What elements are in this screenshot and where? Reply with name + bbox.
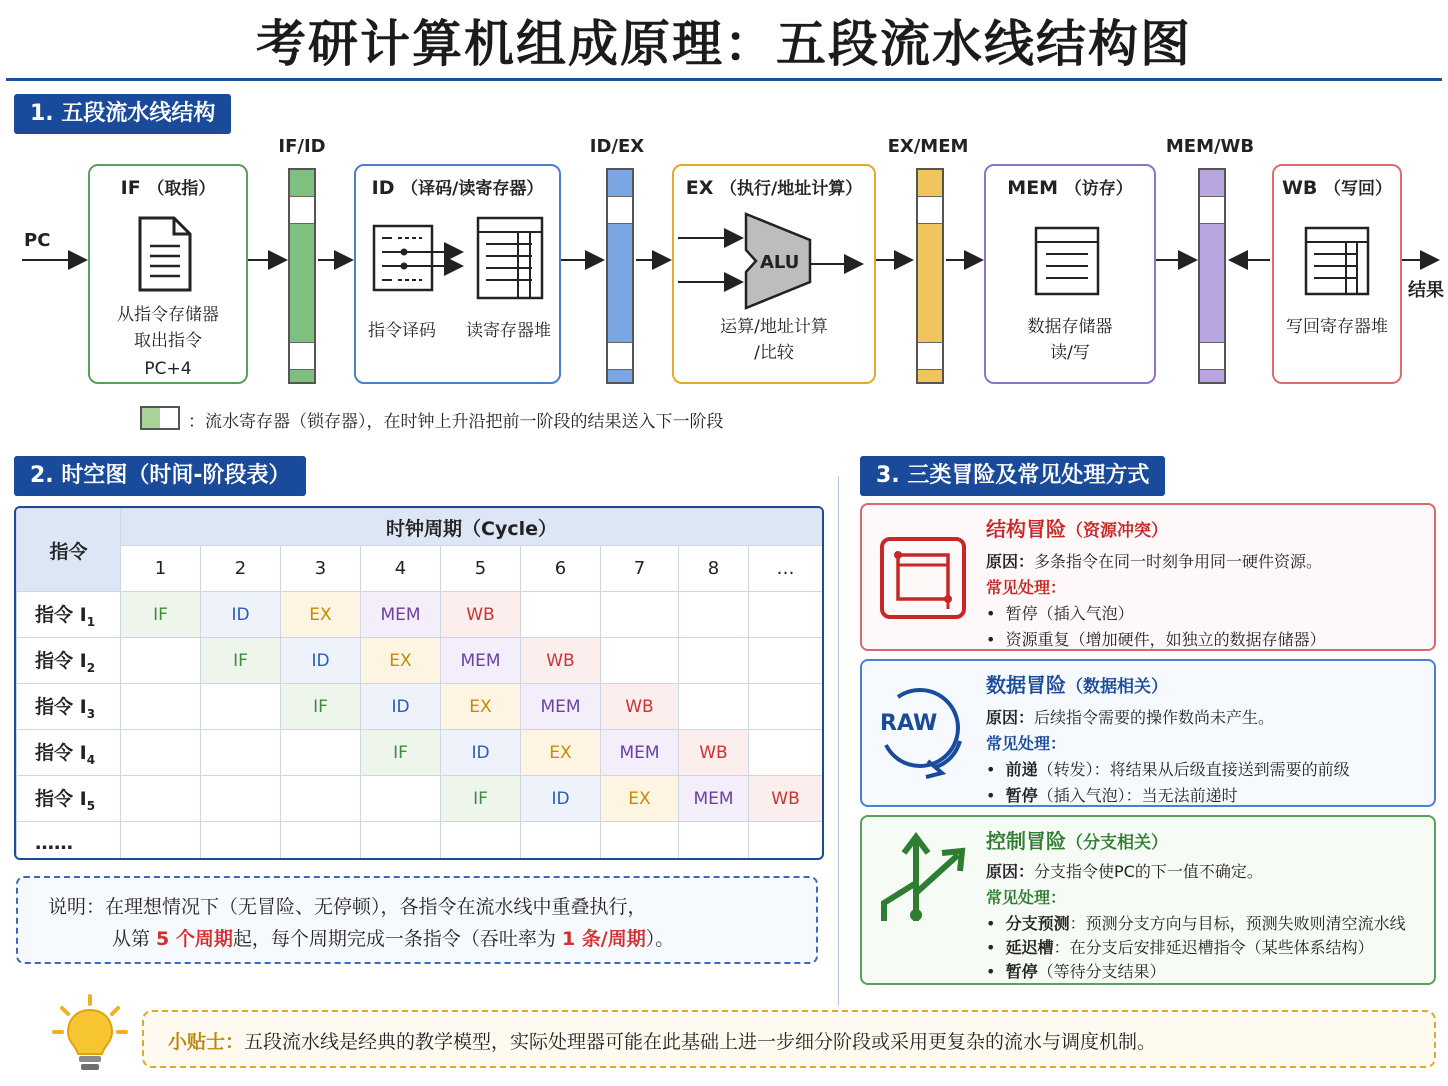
stage-ex-line2: /比较 [754, 343, 794, 363]
result-label: 结果 [1408, 280, 1444, 301]
stage-cell: EX [361, 638, 441, 684]
stage-cell: IF [281, 684, 361, 730]
cycle-header-cell: 4 [361, 546, 441, 592]
hazard-structural-title: 结构冒险（资源冲突） [986, 517, 1168, 541]
stage-cell [201, 776, 281, 822]
stage-cell: WB [601, 684, 679, 730]
ideal-note-line1: 说明：在理想情况下（无冒险、无停顿），各指令在流水线中重叠执行， [48, 896, 647, 918]
stage-cell: EX [521, 730, 601, 776]
hazard-data-title: 数据冒险（数据相关） [986, 673, 1168, 697]
stage-if-line1: 从指令存储器 [117, 305, 219, 325]
stage-ex [672, 164, 876, 384]
reg-label-if-id: IF/ID [278, 136, 326, 157]
stage-cell [361, 776, 441, 822]
stage-cell [121, 730, 201, 776]
stage-wb [1272, 164, 1402, 384]
stage-wb-line1: 写回寄存器堆 [1286, 317, 1388, 337]
branch-icon [876, 831, 976, 931]
title-divider [6, 78, 1442, 81]
row-label: 指令 $I_2$ [17, 638, 121, 684]
stage-cell [121, 638, 201, 684]
decoder-regfile-icon [370, 212, 552, 302]
resource-conflict-icon [878, 535, 970, 623]
pc-label: PC [24, 230, 51, 251]
stage-cell: EX [281, 592, 361, 638]
stage-cell: WB [441, 592, 521, 638]
clock-header: 时钟周期（Cycle） [121, 509, 823, 546]
row-label: 指令 $I_1$ [17, 592, 121, 638]
stage-cell: WB [749, 776, 823, 822]
stage-if [88, 164, 248, 384]
table-row [17, 592, 823, 638]
stage-cell: WB [521, 638, 601, 684]
hazard-data-bullet-1: • 前递（转发）：将结果从后级直接送到需要的前级 [986, 760, 1350, 779]
reg-label-id-ex: ID/EX [589, 136, 645, 157]
pipeline-register-mem-wb [1198, 168, 1226, 384]
stage-if-line2: 取出指令 [134, 331, 202, 351]
row-label: 指令 $I_3$ [17, 684, 121, 730]
row-label: 指令 $I_4$ [17, 730, 121, 776]
reg-label-mem-wb: MEM/WB [1165, 136, 1255, 157]
stage-cell: IF [201, 638, 281, 684]
section2-heading: 2. 时空图（时间-阶段表） [14, 456, 306, 496]
stage-cell [601, 638, 679, 684]
stage-id [354, 164, 561, 384]
stage-cell [361, 822, 441, 861]
hazard-structural-handle: 常见处理： [986, 578, 1067, 597]
stage-cell [749, 822, 823, 861]
hazard-data-cause: 原因：后续指令需要的操作数尚未产生。 [986, 708, 1275, 727]
reg-label-ex-mem: EX/MEM [887, 136, 969, 157]
page-title: 考研计算机组成原理：五段流水线结构图 [256, 15, 1192, 73]
hazard-control-handle: 常见处理： [986, 888, 1067, 907]
table-row [17, 822, 823, 861]
stage-cell [281, 822, 361, 861]
hazard-data-bullet-2: • 暂停（插入气泡）：当无法前递时 [986, 786, 1238, 805]
hazard-control-bullet-2: • 延迟槽：在分支后安排延迟槽指令（某些体系结构） [986, 938, 1374, 957]
hazard-control-cause: 原因：分支指令使PC的下一值不确定。 [986, 862, 1263, 881]
section-divider [838, 476, 839, 1006]
stage-cell [121, 776, 201, 822]
stage-cell [749, 638, 823, 684]
stage-cell: ID [521, 776, 601, 822]
stage-cell [601, 822, 679, 861]
space-time-table [16, 508, 823, 860]
pipeline-register-legend-swatch [140, 406, 180, 430]
cycle-header-row [17, 546, 823, 592]
cycle-header-cell: 8 [679, 546, 749, 592]
stage-cell [679, 822, 749, 861]
cycle-header-cell: 6 [521, 546, 601, 592]
stage-ex-title: EX （执行/地址计算） [685, 177, 863, 199]
ideal-note-line2: 从第 5 个周期起，每个周期完成一条指令（吞吐率为 1 条/周期）。 [112, 928, 675, 950]
stage-cell: MEM [441, 638, 521, 684]
section3-heading: 3. 三类冒险及常见处理方式 [860, 456, 1165, 496]
stage-cell [749, 684, 823, 730]
stage-cell [121, 684, 201, 730]
stage-cell [679, 684, 749, 730]
ideal-note [16, 876, 818, 964]
stage-if-title: IF （取指） [120, 177, 216, 199]
cycle-header-cell: 5 [441, 546, 521, 592]
stage-cell: MEM [521, 684, 601, 730]
data-memory-icon [1032, 224, 1112, 300]
pipeline-register-ex-mem [916, 168, 944, 384]
table-row [17, 638, 823, 684]
stage-cell: ID [201, 592, 281, 638]
stage-mem-line1: 数据存储器 [1027, 317, 1113, 337]
stage-cell: IF [441, 776, 521, 822]
table-row [17, 776, 823, 822]
stage-cell [601, 592, 679, 638]
stage-cell: MEM [361, 592, 441, 638]
tip-text: 小贴士：五段流水线是经典的教学模型，实际处理器可能在此基础上进一步细分阶段或采用更复杂的流水与调度机制。 [168, 1031, 1157, 1053]
stage-mem [984, 164, 1156, 384]
stage-cell: EX [441, 684, 521, 730]
stage-cell [679, 592, 749, 638]
stage-id-title: ID （译码/读寄存器） [371, 177, 544, 199]
stage-if-line3: PC+4 [144, 359, 192, 379]
stage-cell [281, 776, 361, 822]
stage-cell: ID [441, 730, 521, 776]
section1-heading: 1. 五段流水线结构 [14, 94, 231, 134]
stage-id-right-text: 读寄存器堆 [466, 321, 551, 341]
stage-cell [521, 822, 601, 861]
stage-id-left-text: 指令译码 [368, 321, 436, 341]
lightbulb-icon [52, 994, 128, 1074]
table-row [17, 684, 823, 730]
legend-text: ：流水寄存器（锁存器），在时钟上升沿把前一阶段的结果送入下一阶段 [188, 412, 724, 432]
stage-cell [201, 822, 281, 861]
col-header-instr: 指令 [17, 509, 121, 592]
alu-label: ALU [760, 252, 800, 273]
stage-cell: WB [679, 730, 749, 776]
stage-cell: MEM [601, 730, 679, 776]
stage-cell: EX [601, 776, 679, 822]
hazard-data [860, 659, 1436, 807]
cycle-header-cell: … [749, 546, 823, 592]
stage-ex-line1: 运算/地址计算 [720, 317, 828, 337]
stage-wb-title: WB （写回） [1281, 177, 1393, 199]
stage-cell [281, 730, 361, 776]
document-icon [136, 214, 196, 294]
row-label: …… [17, 822, 121, 861]
hazard-control-bullet-3: • 暂停（等待分支结果） [986, 962, 1166, 981]
stage-cell: IF [361, 730, 441, 776]
raw-icon-label: RAW [880, 711, 938, 736]
stage-cell [441, 822, 521, 861]
stage-cell: ID [361, 684, 441, 730]
stage-cell: IF [121, 592, 201, 638]
stage-cell [201, 684, 281, 730]
hazard-control-bullet-1: • 分支预测：预测分支方向与目标，预测失败则清空流水线 [986, 914, 1406, 933]
stage-cell [749, 730, 823, 776]
pipeline-register-id-ex [606, 168, 634, 384]
table-row [17, 730, 823, 776]
cycle-header-cell: 3 [281, 546, 361, 592]
stage-cell [121, 822, 201, 861]
cycle-header-cell: 1 [121, 546, 201, 592]
stage-cell [521, 592, 601, 638]
hazard-structural-bullet-2: • 资源重复（增加硬件，如独立的数据存储器） [986, 630, 1326, 649]
hazard-control-title: 控制冒险（分支相关） [986, 829, 1168, 853]
stage-mem-title: MEM （访存） [1007, 177, 1133, 199]
pipeline-register-if-id [288, 168, 316, 384]
cycle-header-cell: 2 [201, 546, 281, 592]
stage-cell: MEM [679, 776, 749, 822]
register-file-icon [1302, 224, 1376, 300]
row-label: 指令 $I_5$ [17, 776, 121, 822]
tip-box [142, 1010, 1436, 1068]
stage-cell [749, 592, 823, 638]
stage-cell: ID [281, 638, 361, 684]
hazard-structural-bullet-1: • 暂停（插入气泡） [986, 604, 1134, 623]
hazard-data-handle: 常见处理： [986, 734, 1067, 753]
cycle-header-cell: 7 [601, 546, 679, 592]
hazard-control [860, 815, 1436, 985]
space-time-table-frame [14, 506, 824, 860]
hazard-structural-cause: 原因：多条指令在同一时刻争用同一硬件资源。 [986, 552, 1323, 571]
stage-cell [679, 638, 749, 684]
hazard-structural [860, 503, 1436, 651]
stage-cell [201, 730, 281, 776]
stage-mem-line2: 读/写 [1050, 343, 1090, 363]
